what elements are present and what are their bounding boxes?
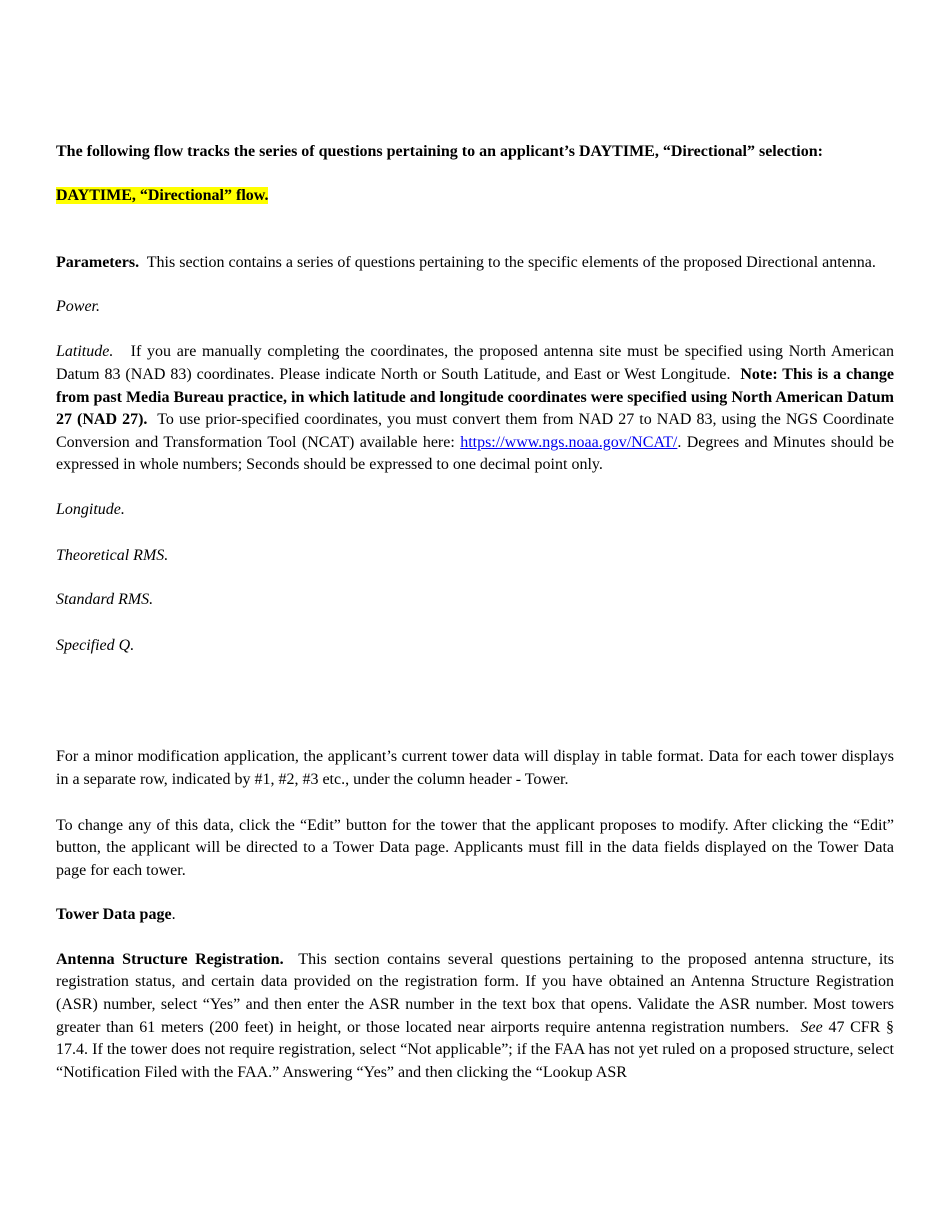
asr-see: See: [800, 1018, 823, 1036]
ncat-link[interactable]: https://www.ngs.noaa.gov/NCAT/: [460, 433, 678, 451]
intro-text: The following flow tracks the series of questions pertaining to an applicant’s DAYTIME, “Directional” selection:: [56, 143, 823, 160]
asr-body-2: 47 CFR § 17.4. If the tower does not require registration, select “Not applicable”; if the FAA has not yet ruled on a proposed structure, select “Notification Filed with the FAA.” Answering “Yes” and then clicking the “Lookup ASR: [56, 1018, 895, 1081]
tower-data-page-title: Tower Data page: [56, 906, 172, 924]
latitude-section: [56, 341, 894, 477]
parameters-body: This section contains a series of questions pertaining to the specific elements of the proposed Directional antenna.: [146, 254, 876, 272]
latitude-note: Note: This is a change from past Media Bureau practice, in which latitude and longitude coordinates were specified using North American Datum 27 (NAD 27).: [56, 365, 895, 429]
asr-body-1: This section contains several questions pertaining to the proposed antenna structure, its registration status, and certain data provided on the registration form. If you have obtained an Antenna Structure Registration (ASR) number, select “Yes” and then enter the ASR number in the text box that opens. Validate the ASR number. Most towers greater than 61 meters (200 feet) in height, or those located near airports require antenna registration numbers.: [56, 950, 894, 1036]
tower-data-page-heading: [56, 904, 894, 927]
latitude-title: Latitude.: [56, 343, 114, 361]
flow-heading: [56, 185, 894, 208]
latitude-body-2: To use prior-specified coordinates, you must convert them from NAD 27 to NAD 83, using the NGS Coordinate Conversion and Transformation Tool (NCAT) available here:: [56, 411, 895, 451]
tower-data-page-period: .: [171, 906, 176, 924]
parameters-title: Parameters.: [56, 254, 140, 272]
longitude-heading: Longitude.: [56, 500, 125, 518]
change-data-text: To change any of this data, click the “Edit” button for the tower that the applicant proposes to modify. After clicking the “Edit” button, the applicant will be directed to a Tower Data page. Applicants must fill in the data fields displayed on the Tower Data page for each tower.: [56, 816, 894, 879]
asr-title: Antenna Structure Registration.: [56, 950, 284, 968]
standard-rms-heading: Standard RMS.: [56, 591, 154, 609]
latitude-body-3: . Degrees and Minutes should be expressed in whole numbers; Seconds should be expressed to one decimal point only.: [56, 433, 895, 474]
flow-heading-highlight: DAYTIME, “Directional” flow.: [56, 186, 269, 204]
document-page: [56, 140, 894, 1084]
latitude-body-1: If you are manually completing the coordinates, the proposed antenna site must be specified using North American Datum 83 (NAD 83) coordinates. Please indicate North or South Latitude, and East or West Longitude.: [56, 343, 895, 383]
power-heading: Power.: [56, 297, 100, 315]
specified-q-heading: Specified Q.: [56, 636, 135, 654]
asr-section: [56, 949, 894, 1085]
theoretical-rms-heading: Theoretical RMS.: [56, 546, 169, 564]
minor-modification-text: For a minor modification application, the applicant’s current tower data will display in table format. Data for each tower displays in a separate row, indicated by #1, #2, #3 etc., under the column header - Tower.: [56, 748, 894, 788]
parameters-section: [56, 252, 894, 275]
